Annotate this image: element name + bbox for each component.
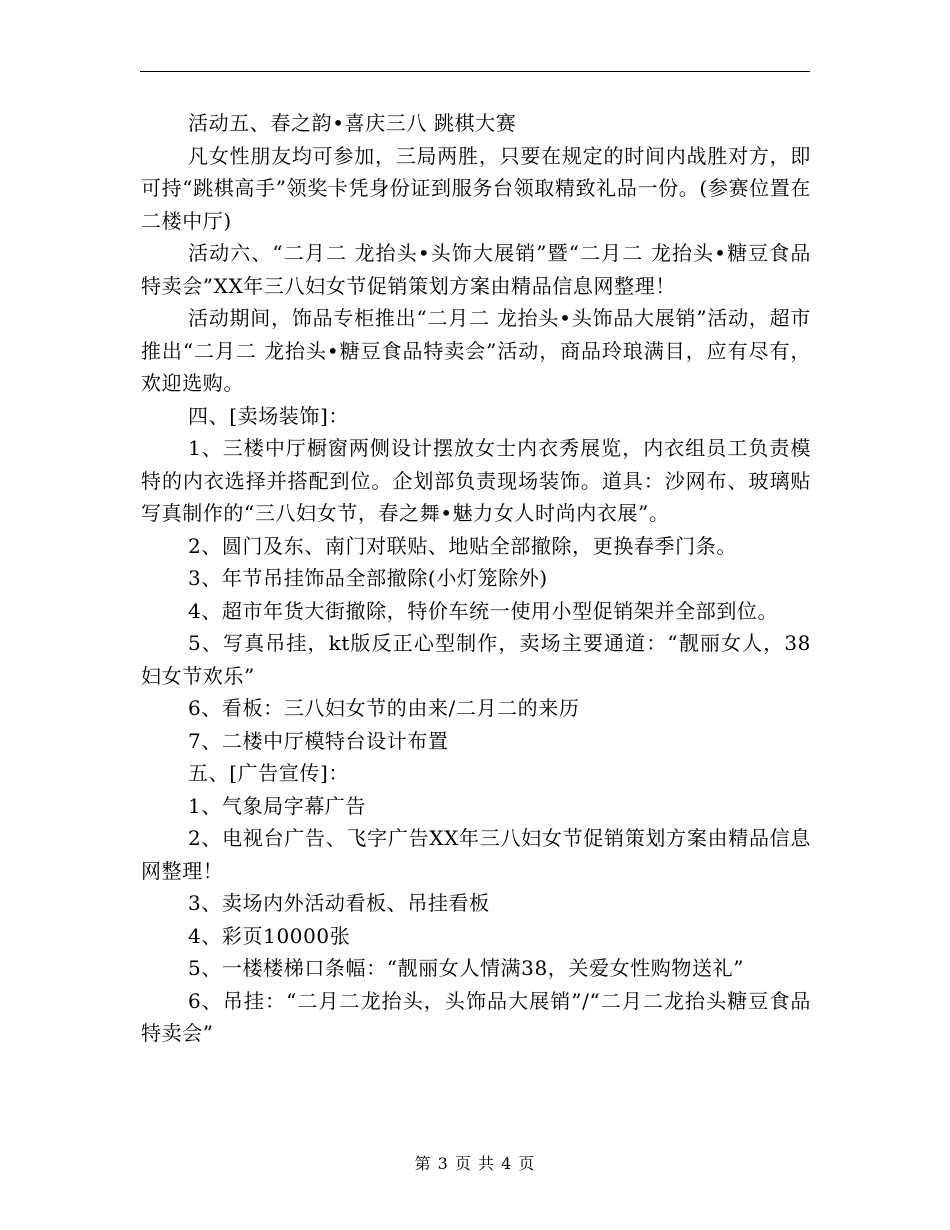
- paragraph: 1、气象局字幕广告: [188, 793, 367, 818]
- header-rule: [140, 71, 810, 72]
- paragraph: 2、电视台广告、飞字广告XX年三八妇女节促销策划方案由精品信息网整理！: [141, 826, 811, 883]
- paragraph: 1、三楼中厅橱窗两侧设计摆放女士内衣秀展览，内衣组员工负责模特的内衣选择并搭配到位。企划部负责现场装饰。道具：沙网布、玻璃贴写真制作的“三八妇女节，春之舞•魅力女人时尚内衣展”。: [141, 436, 811, 525]
- paragraph: 4、彩页10000张: [188, 923, 351, 948]
- paragraph: 6、吊挂：“二月二龙抬头，头饰品大展销”/“二月二龙抬头糖豆食品特卖会”: [141, 988, 811, 1045]
- paragraph: 7、二楼中厅模特台设计布置: [188, 728, 449, 753]
- paragraph: 凡女性朋友均可参加，三局两胜，只要在规定的时间内战胜对方，即可持“跳棋高手”领奖卡凭身份证到服务台领取精致礼品一份。(参赛位置在二楼中厅): [141, 143, 811, 233]
- paragraph: 4、超市年货大街撤除，特价车统一使用小型促销架并全部到位。: [188, 598, 779, 623]
- paragraph: 6、看板：三八妇女节的由来/二月二的来历: [188, 696, 580, 720]
- section-heading: 五、[广告宣传]：: [188, 761, 350, 785]
- section-heading: 四、[卖场装饰]：: [188, 403, 350, 428]
- paragraph: 5、写真吊挂，kt版反正心型制作，卖场主要通道：“靓丽女人，38妇女节欢乐”: [141, 631, 811, 688]
- paragraph: 2、圆门及东、南门对联贴、地贴全部撤除，更换春季门条。: [188, 533, 737, 558]
- paragraph: 活动五、春之韵•喜庆三八 跳棋大赛: [188, 111, 517, 135]
- paragraph: 活动期间，饰品专柜推出“二月二 龙抬头•头饰品大展销”活动，超市推出“二月二 龙抬头•糖豆食品特卖会”活动，商品玲琅满目，应有尽有，欢迎选购。: [141, 306, 811, 395]
- body-content: [141, 107, 811, 1050]
- page-number: 第 3 页 共 4 页: [414, 1154, 536, 1173]
- paragraph: 3、卖场内外活动看板、吊挂看板: [188, 891, 490, 915]
- paragraph: 3、年节吊挂饰品全部撤除(小灯笼除外): [188, 566, 548, 590]
- paragraph: 活动六、“二月二 龙抬头•头饰大展销”暨“二月二 龙抬头•糖豆食品特卖会”XX年三八妇女节促销策划方案由精品信息网整理！: [141, 241, 811, 298]
- paragraph: 5、一楼楼梯口条幅：“靓丽女人情满38，关爱女性购物送礼”: [188, 956, 745, 980]
